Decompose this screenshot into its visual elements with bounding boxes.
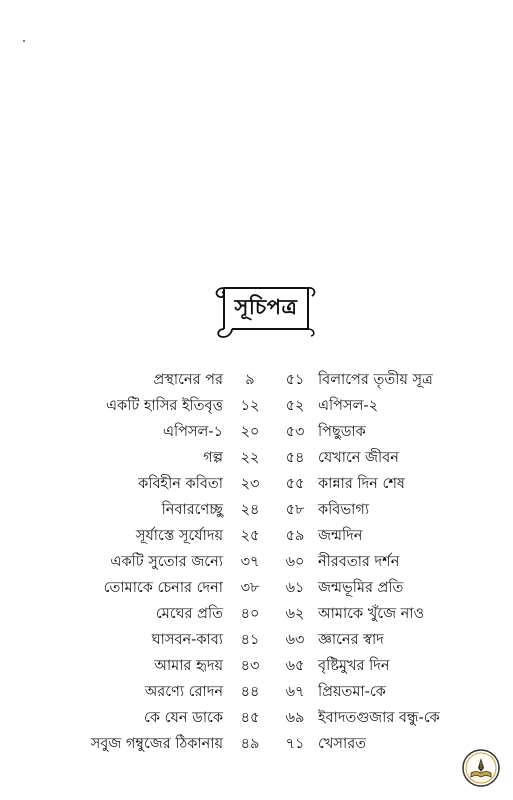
toc-right-page-number: ৫৯ — [285, 528, 305, 544]
toc-right-title: কবিভাগ্য — [318, 502, 370, 518]
toc-left-title: এপিসল-১ — [162, 424, 223, 440]
toc-row — [0, 419, 513, 445]
toc-right-page-number: ৭১ — [285, 736, 305, 752]
toc-right-page-number: ৬১ — [285, 580, 305, 596]
toc-right-title: বৃষ্টিমুখর দিন — [318, 658, 390, 674]
toc-left-title: মেঘের প্রতি — [155, 606, 223, 622]
toc-right-title: খেসারত — [318, 736, 367, 752]
toc-row — [0, 367, 513, 393]
toc-right-title: ইবাদতগুজার বন্ধু-কে — [318, 710, 440, 726]
toc-right-page-number: ৫৮ — [285, 502, 305, 518]
toc-left-title: একটি সুতোর জন্যে — [110, 554, 223, 570]
toc-left-page-number: ২৫ — [240, 528, 260, 544]
toc-left-title: কবিহীন কবিতা — [138, 476, 223, 492]
toc-left-page-number: ৯ — [245, 372, 255, 388]
toc-left-title: প্রস্থানের পর — [153, 372, 223, 388]
toc-right-title: প্রিয়তমা-কে — [318, 684, 386, 700]
toc-row — [0, 679, 513, 705]
toc-left-page-number: ২২ — [240, 450, 260, 466]
toc-right-page-number: ৬২ — [285, 606, 305, 622]
toc-left-title: সবুজ গম্বুজের ঠিকানায় — [90, 736, 223, 752]
toc-left-page-number: ২৩ — [240, 476, 260, 492]
toc-right-title: জন্মদিন — [318, 528, 363, 544]
toc-right-title: নীরবতার দর্শন — [318, 554, 400, 570]
toc-row — [0, 575, 513, 601]
toc-row — [0, 523, 513, 549]
toc-right-page-number: ৬৫ — [285, 658, 305, 674]
toc-row — [0, 471, 513, 497]
toc-left-title: কে যেন ডাকে — [144, 710, 223, 726]
toc-right-page-number: ৬৭ — [285, 684, 305, 700]
toc-left-page-number: ২৪ — [240, 502, 260, 518]
toc-left-title: ঘাসবন-কাব্য — [151, 632, 223, 648]
toc-left-page-number: ৪৩ — [240, 658, 260, 674]
toc-right-title: পিছুডাক — [318, 424, 366, 440]
heading-scroll-banner — [208, 279, 320, 341]
toc-left-title: গল্প — [203, 450, 223, 466]
toc-right-title: কান্নার দিন শেষ — [318, 476, 405, 492]
toc-left-title: অরণ্যে রোদন — [144, 684, 223, 700]
toc-row — [0, 393, 513, 419]
toc-left-page-number: ৪০ — [240, 606, 260, 622]
toc-left-page-number: ২০ — [240, 424, 260, 440]
toc-row — [0, 653, 513, 679]
toc-right-page-number: ৬৯ — [285, 710, 305, 726]
toc-right-title: বিলাপের তৃতীয় সূত্র — [318, 372, 433, 388]
toc-right-page-number: ৬০ — [285, 554, 305, 570]
toc-right-page-number: ৫৫ — [285, 476, 305, 492]
toc-right-page-number: ৫৩ — [285, 424, 305, 440]
toc-row — [0, 549, 513, 575]
toc-left-page-number: ৪৫ — [240, 710, 260, 726]
toc-left-page-number: ৪১ — [240, 632, 260, 648]
toc-right-page-number: ৫২ — [285, 398, 305, 414]
toc-left-page-number: ১২ — [240, 398, 260, 414]
toc-row — [0, 497, 513, 523]
toc-left-title: নিবারণেচ্ছু — [161, 502, 223, 518]
toc-right-title: এপিসল-২ — [318, 398, 379, 414]
toc-left-page-number: ৪৯ — [240, 736, 260, 752]
toc-left-page-number: ৪৪ — [240, 684, 260, 700]
toc-left-title: তোমাকে চেনার দেনা — [103, 580, 223, 596]
toc-left-title: আমার হৃদয় — [154, 658, 223, 674]
toc-left-page-number: ৩৮ — [240, 580, 260, 596]
page-title: সূচিপত্র — [234, 294, 298, 319]
toc-right-page-number: ৫৪ — [285, 450, 305, 466]
toc-row — [0, 731, 513, 757]
toc-row — [0, 445, 513, 471]
toc-row — [0, 601, 513, 627]
toc-row — [0, 627, 513, 653]
toc-right-page-number: ৬৩ — [285, 632, 305, 648]
toc-left-page-number: ৩৭ — [240, 554, 260, 570]
toc-row — [0, 705, 513, 731]
toc-right-page-number: ৫১ — [285, 372, 305, 388]
toc-right-title: জন্মভূমির প্রতি — [318, 580, 404, 596]
toc-left-title: একটি হাসির ইতিবৃত্ত — [106, 398, 223, 414]
table-of-contents — [0, 367, 513, 757]
scan-speck — [23, 40, 25, 42]
toc-right-title: যেখানে জীবন — [318, 450, 399, 466]
book-pen-logo-icon — [461, 748, 501, 788]
toc-left-title: সূর্যাস্তে সূর্যোদয় — [135, 528, 223, 544]
toc-right-title: আমাকে খুঁজে নাও — [318, 606, 425, 622]
toc-right-title: জ্ঞানের স্বাদ — [318, 632, 384, 648]
